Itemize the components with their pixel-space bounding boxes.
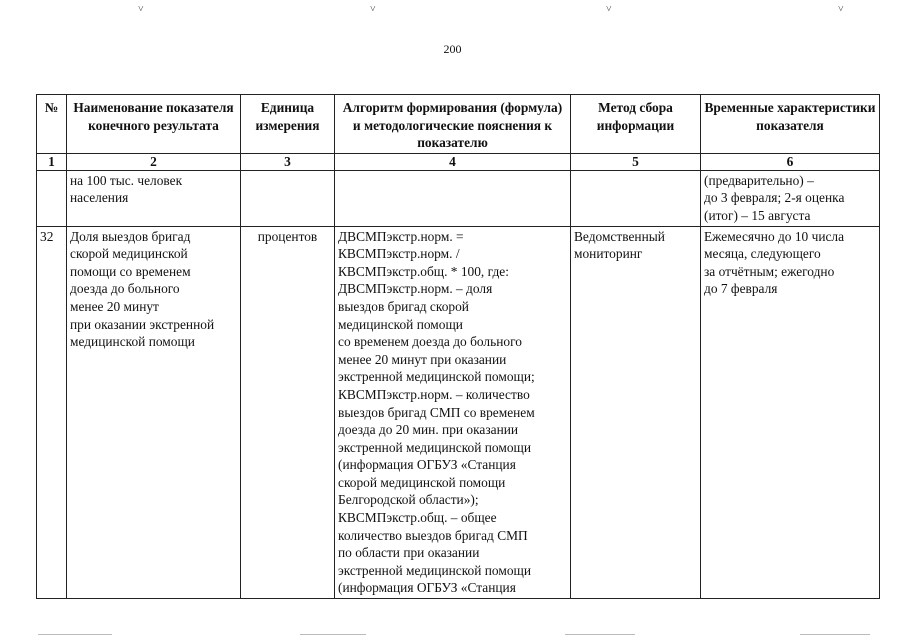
cell-indicator-name-continued [67,170,241,226]
cell-timing [701,226,880,598]
cell-empty [571,170,701,226]
text-line: помощи со временем [70,263,191,279]
column-number: 1 [37,153,67,170]
text-line: (информация ОГБУЗ «Станция [338,457,516,473]
cell-row-number: 32 [37,226,67,598]
scan-edge-line [800,634,870,635]
text-line: медицинской помощи [70,334,195,350]
text-line: доезда до больного [70,281,180,297]
cell-empty [37,170,67,226]
scan-mark: ˅ [606,4,612,15]
header-indicator-name: Наименование показателя конечного результата [67,95,241,154]
text-line: менее 20 минут при оказании [338,351,507,367]
text-line: менее 20 минут [70,298,159,314]
column-number: 5 [571,153,701,170]
text-line: экстренной медицинской помощи; [338,369,535,385]
cell-algorithm [335,226,571,598]
text-line: скорой медицинской помощи [338,474,506,490]
scan-mark: ˅ [838,4,844,15]
column-number: 4 [335,153,571,170]
column-number: 2 [67,153,241,170]
text-line: по области при оказании [338,545,480,561]
text-line: со временем доезда до больного [338,334,522,350]
cell-indicator-name [67,226,241,598]
page-number: 200 [443,42,462,56]
text-line: (предварительно) – [704,172,814,188]
text-line: ДВСМПэкстр.норм. – доля [338,281,493,297]
column-number: 6 [701,153,880,170]
text-line: ДВСМПэкстр.норм. = [338,228,464,244]
text-line: выездов бригад СМП со временем [338,404,535,420]
text-line: КВСМПэкстр.норм. – количество [338,386,530,402]
text-line: месяца, следующего [704,246,821,262]
text-line: КВСМПэкстр.норм. / [338,246,460,262]
scan-mark: ˅ [370,4,376,15]
text-line: экстренной медицинской помощи [338,439,532,455]
cell-empty [335,170,571,226]
text-line: населения [70,190,129,206]
text-line: Доля выездов бригад [70,228,191,244]
text-line: доезда до 20 мин. при оказании [338,422,519,438]
header-method: Метод сбора информации [571,95,701,154]
text-line: КВСМПэкстр.общ. * 100, где: [338,263,509,279]
cell-method [571,226,701,598]
text-line: до 3 февраля; 2-я оценка [704,190,845,206]
scan-edge-line [565,634,635,635]
table-row [37,226,880,598]
text-line: количество выездов бригад СМП [338,527,528,543]
text-line: скорой медицинской [70,246,188,262]
header-timing: Временные характеристики показателя [701,95,880,154]
header-algorithm: Алгоритм формирования (формула) и методологические пояснения к показателю [335,95,571,154]
scan-mark: ˅ [138,4,144,15]
text-line: экстренной медицинской помощи [338,562,532,578]
text-line: за отчётным; ежегодно [704,263,835,279]
continuation-row [37,170,880,226]
text-line: при оказании экстренной [70,316,215,332]
indicator-table [36,94,880,599]
header-unit: Единица измерения [241,95,335,154]
column-numbers-row [37,153,880,170]
scan-edge-line [38,634,112,635]
scan-marks [0,0,905,14]
text-line: Ведомственный [574,228,665,244]
text-line: КВСМПэкстр.общ. – общее [338,510,497,526]
cell-unit: процентов [241,226,335,598]
text-line: мониторинг [574,246,643,262]
header-row [37,95,880,154]
cell-empty [241,170,335,226]
text-line: (итог) – 15 августа [704,207,811,223]
header-number: № [37,95,67,154]
text-line: Ежемесячно до 10 числа [704,228,845,244]
text-line: до 7 февраля [704,281,778,297]
cell-timing-continued [701,170,880,226]
column-number: 3 [241,153,335,170]
scan-edge-line [300,634,366,635]
text-line: медицинской помощи [338,316,463,332]
text-line: (информация ОГБУЗ «Станция [338,580,516,596]
text-line: на 100 тыс. человек [70,172,183,188]
text-line: Белгородской области»); [338,492,479,508]
text-line: выездов бригад скорой [338,298,469,314]
